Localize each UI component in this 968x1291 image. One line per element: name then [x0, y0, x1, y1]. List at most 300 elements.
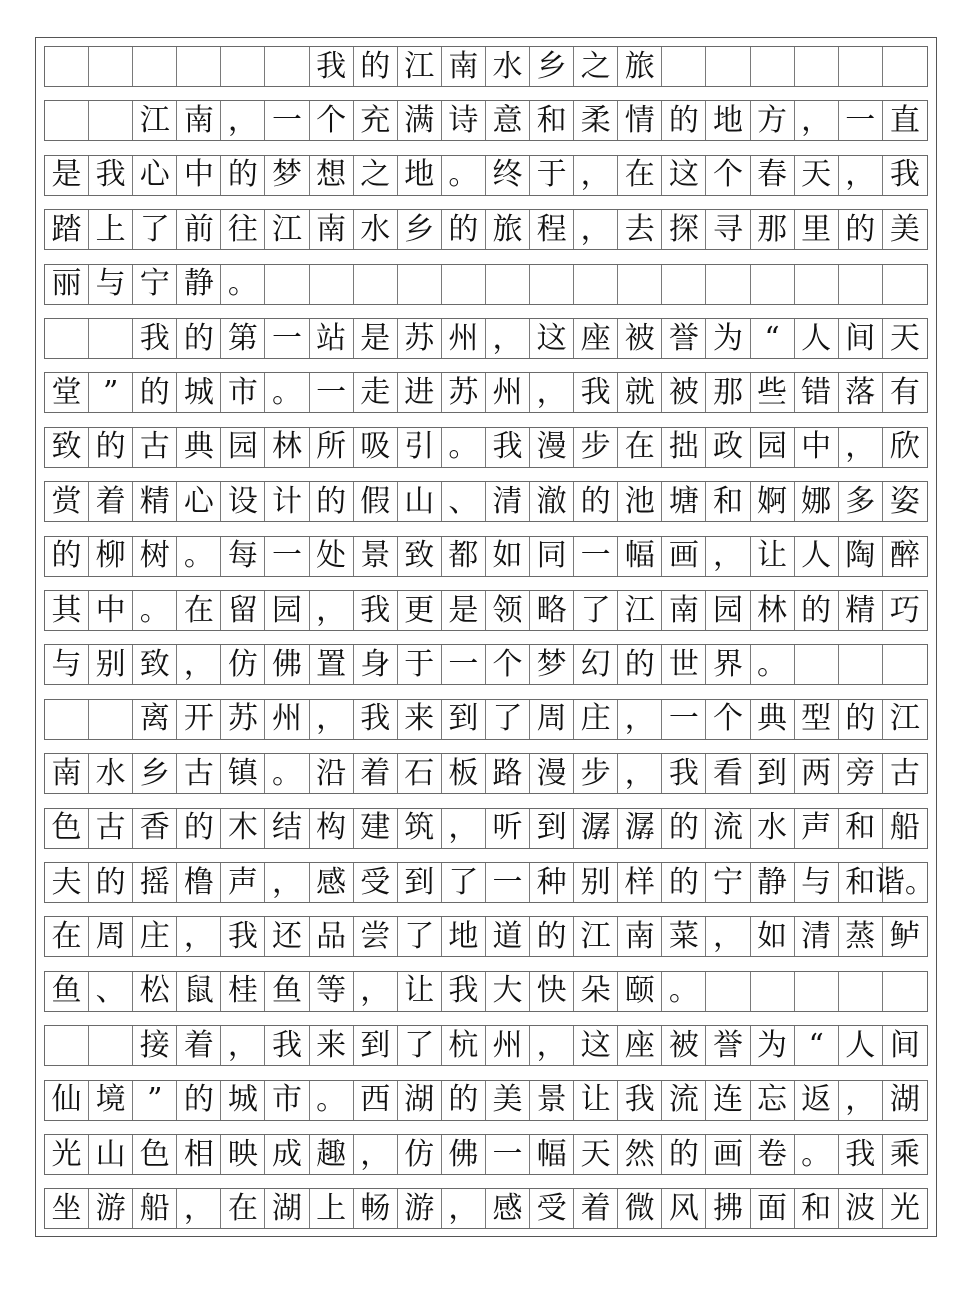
- grid-cell-character: 菜: [662, 917, 706, 956]
- grid-cell-empty: [795, 972, 839, 1011]
- grid-cell-character: ，: [221, 1026, 265, 1065]
- grid-cell-empty: [883, 645, 927, 684]
- grid-cell-character: 想: [310, 156, 354, 195]
- grid-cell-character: ”: [133, 1081, 177, 1120]
- grid-cell-character: “: [795, 1026, 839, 1065]
- grid-cell-character: 那: [751, 210, 795, 249]
- text-row: [44, 264, 928, 305]
- grid-cell-character: 幅: [530, 1135, 574, 1174]
- grid-cell-character: 乡: [530, 47, 574, 86]
- grid-cell-character: ，: [574, 210, 618, 249]
- grid-cell-character: 我: [442, 972, 486, 1011]
- grid-cell-empty: [486, 265, 530, 304]
- grid-cell-character: 这: [574, 1026, 618, 1065]
- grid-cell-character: 。: [265, 373, 309, 412]
- grid-cell-character: 波: [839, 1189, 883, 1228]
- grid-cell-character: ，: [354, 972, 398, 1011]
- grid-cell-character: 的: [662, 1135, 706, 1174]
- grid-cell-character: ，: [221, 101, 265, 140]
- grid-cell-character: 园: [706, 591, 750, 630]
- grid-cell-character: 里: [795, 210, 839, 249]
- grid-cell-character: 板: [442, 754, 486, 793]
- grid-cell-character: ，: [618, 700, 662, 739]
- grid-cell-character: 南: [45, 754, 89, 793]
- grid-cell-character: 游: [398, 1189, 442, 1228]
- grid-cell-character: 让: [751, 537, 795, 576]
- grid-cell-character: 的: [133, 373, 177, 412]
- grid-cell-character: 趣: [310, 1135, 354, 1174]
- grid-cell-character: 筑: [398, 809, 442, 848]
- grid-cell-character: 引: [398, 428, 442, 467]
- grid-cell-character: 人: [795, 537, 839, 576]
- grid-cell-character: 摇: [133, 863, 177, 902]
- grid-cell-character: ，: [177, 645, 221, 684]
- grid-cell-character: 充: [354, 101, 398, 140]
- grid-cell-character: 江: [398, 47, 442, 86]
- grid-cell-character: 赏: [45, 482, 89, 521]
- grid-cell-character: 心: [133, 156, 177, 195]
- grid-cell-character: 还: [265, 917, 309, 956]
- grid-cell-character: 一: [574, 537, 618, 576]
- text-row: [44, 590, 928, 631]
- text-row: [44, 372, 928, 413]
- grid-cell-character: 湖: [265, 1189, 309, 1228]
- grid-cell-character: 成: [265, 1135, 309, 1174]
- grid-cell-character: 着: [574, 1189, 618, 1228]
- grid-cell-character: 丽: [45, 265, 89, 304]
- grid-cell-character: 个: [706, 700, 750, 739]
- grid-cell-character: ，: [442, 809, 486, 848]
- grid-cell-character: 乡: [398, 210, 442, 249]
- grid-cell-empty: [662, 47, 706, 86]
- grid-cell-character: 。: [265, 754, 309, 793]
- grid-cell-character: 我: [133, 319, 177, 358]
- grid-cell-character: 。: [310, 1081, 354, 1120]
- grid-cell-character: 致: [398, 537, 442, 576]
- grid-cell-character: 于: [398, 645, 442, 684]
- grid-cell-empty: [89, 700, 133, 739]
- grid-cell-character: 了: [398, 1026, 442, 1065]
- grid-cell-character: 为: [706, 319, 750, 358]
- grid-cell-character: 中: [89, 591, 133, 630]
- grid-cell-character: 南: [310, 210, 354, 249]
- grid-cell-character: 别: [574, 863, 618, 902]
- grid-cell-character: 中: [177, 156, 221, 195]
- grid-cell-character: 地: [706, 101, 750, 140]
- grid-cell-character: 流: [706, 809, 750, 848]
- grid-cell-character: 苏: [442, 373, 486, 412]
- grid-cell-character: 到: [751, 754, 795, 793]
- grid-cell-character: 感: [310, 863, 354, 902]
- grid-cell-character: 第: [221, 319, 265, 358]
- grid-cell-character: 娜: [795, 482, 839, 521]
- grid-cell-character: 的: [662, 809, 706, 848]
- grid-cell-character: 的: [89, 863, 133, 902]
- grid-cell-character: 路: [486, 754, 530, 793]
- grid-cell-character: 之: [574, 47, 618, 86]
- grid-cell-character: 如: [486, 537, 530, 576]
- grid-cell-character: 鼠: [177, 972, 221, 1011]
- text-row: [44, 100, 928, 141]
- grid-cell-character: 尝: [354, 917, 398, 956]
- grid-cell-empty: [221, 47, 265, 86]
- grid-cell-character: 静: [751, 863, 795, 902]
- grid-cell-character: 景: [530, 1081, 574, 1120]
- grid-cell-character: 在: [177, 591, 221, 630]
- grid-cell-character: 松: [133, 972, 177, 1011]
- grid-cell-empty: [89, 1026, 133, 1065]
- grid-cell-character: 中: [795, 428, 839, 467]
- grid-cell-character: 水: [354, 210, 398, 249]
- grid-cell-character: 我: [221, 917, 265, 956]
- grid-cell-character: 地: [398, 156, 442, 195]
- grid-cell-character: 山: [89, 1135, 133, 1174]
- grid-cell-character: 个: [706, 156, 750, 195]
- grid-cell-character: 江: [889, 701, 920, 737]
- grid-cell-character: 、: [442, 482, 486, 521]
- grid-cell-character: 西: [354, 1081, 398, 1120]
- text-row: [44, 209, 928, 250]
- grid-cell-character: ，: [618, 754, 662, 793]
- grid-cell-character: 典: [177, 428, 221, 467]
- grid-cell-character: 佛: [442, 1135, 486, 1174]
- grid-cell-character: 个: [310, 101, 354, 140]
- grid-cell-character: 让: [574, 1081, 618, 1120]
- grid-cell-character: 我: [354, 700, 398, 739]
- grid-cell-character: 镇: [221, 754, 265, 793]
- grid-cell-character: 陶: [839, 537, 883, 576]
- grid-cell-character: 我: [839, 1135, 883, 1174]
- grid-cell-character: 看: [706, 754, 750, 793]
- grid-cell-character: 的: [795, 591, 839, 630]
- grid-cell-character: 假: [354, 482, 398, 521]
- grid-cell-character: 连: [706, 1081, 750, 1120]
- grid-cell-character: 市: [265, 1081, 309, 1120]
- grid-cell-character: 更: [398, 591, 442, 630]
- grid-cell-character: 姿: [889, 483, 920, 519]
- grid-cell-character: 被: [662, 373, 706, 412]
- text-row: [44, 971, 928, 1012]
- grid-cell-character: 画: [662, 537, 706, 576]
- grid-cell-character: 等: [310, 972, 354, 1011]
- grid-cell-character: 鲈: [889, 918, 920, 954]
- grid-cell-character: 宁: [133, 265, 177, 304]
- grid-cell-character: 往: [221, 210, 265, 249]
- grid-cell-character: 幅: [618, 537, 662, 576]
- grid-cell-character: ，: [530, 373, 574, 412]
- grid-cell-character: 了: [398, 917, 442, 956]
- grid-cell-character: 进: [398, 373, 442, 412]
- grid-cell-character: 春: [751, 156, 795, 195]
- grid-cell-character: 古: [89, 809, 133, 848]
- grid-cell-character: 我: [574, 373, 618, 412]
- text-row: [44, 862, 935, 903]
- grid-cell-character: 的: [530, 917, 574, 956]
- grid-cell-character: 美: [889, 211, 920, 247]
- grid-cell-character: 两: [795, 754, 839, 793]
- grid-cell-character: 的: [45, 537, 89, 576]
- grid-cell-empty: [45, 319, 89, 358]
- grid-cell-character: 佛: [265, 645, 309, 684]
- grid-cell-character: ，: [310, 700, 354, 739]
- grid-cell-character: 站: [310, 319, 354, 358]
- grid-cell-empty: [442, 265, 486, 304]
- grid-cell-character: 的: [310, 482, 354, 521]
- grid-cell-character: 苏: [221, 700, 265, 739]
- grid-cell-empty: [265, 47, 309, 86]
- grid-cell-character: 受: [530, 1189, 574, 1228]
- grid-cell-character: 宁: [706, 863, 750, 902]
- grid-cell-character: 一: [486, 1135, 530, 1174]
- grid-cell-character: 间: [839, 319, 883, 358]
- grid-cell-empty: [839, 972, 883, 1011]
- grid-cell-character: 踏: [45, 210, 89, 249]
- grid-cell-character: 人: [839, 1026, 883, 1065]
- grid-cell-character: 幻: [574, 645, 618, 684]
- grid-cell-character: 如: [751, 917, 795, 956]
- grid-cell-character: 致: [45, 428, 89, 467]
- grid-cell-character: 些: [751, 373, 795, 412]
- grid-cell-character: 的: [662, 863, 706, 902]
- grid-cell-character: 水: [89, 754, 133, 793]
- grid-cell-character: 一: [265, 101, 309, 140]
- grid-cell-empty: [618, 265, 662, 304]
- grid-cell-character: 乡: [133, 754, 177, 793]
- grid-cell-character: 的: [839, 210, 883, 249]
- grid-cell-character: 在: [618, 428, 662, 467]
- grid-cell-character: 园: [265, 591, 309, 630]
- text-row: [44, 318, 928, 359]
- grid-cell-character: 诗: [442, 101, 486, 140]
- grid-cell-character: 江: [265, 210, 309, 249]
- grid-cell-character: 错: [795, 373, 839, 412]
- grid-cell-character: 上: [89, 210, 133, 249]
- text-row: [44, 1080, 928, 1121]
- grid-cell-empty: [310, 265, 354, 304]
- grid-cell-empty: [795, 645, 839, 684]
- grid-cell-character: 和: [839, 809, 883, 848]
- grid-cell-character: 水: [486, 47, 530, 86]
- grid-cell-character: 湖: [398, 1081, 442, 1120]
- grid-cell-character: ，: [354, 1135, 398, 1174]
- grid-cell-character: 周: [530, 700, 574, 739]
- grid-cell-character: 我: [89, 156, 133, 195]
- grid-cell-character: 映: [221, 1135, 265, 1174]
- grid-cell-character: 一: [310, 373, 354, 412]
- grid-cell-character: 州: [265, 700, 309, 739]
- grid-cell-character: 为: [751, 1026, 795, 1065]
- grid-cell-character: 清: [795, 917, 839, 956]
- grid-cell-character: 其: [45, 591, 89, 630]
- text-row: [44, 481, 928, 522]
- grid-cell-character: 着: [89, 482, 133, 521]
- grid-cell-character: 拂: [706, 1189, 750, 1228]
- grid-cell-character: 快: [530, 972, 574, 1011]
- grid-cell-empty: [706, 47, 750, 86]
- grid-cell-character: 婀: [751, 482, 795, 521]
- grid-cell-character: 意: [486, 101, 530, 140]
- grid-cell-empty: [45, 47, 89, 86]
- grid-cell-character: 忘: [751, 1081, 795, 1120]
- grid-cell-character: 是: [354, 319, 398, 358]
- grid-cell-character: 一: [486, 863, 530, 902]
- grid-cell-character: 城: [221, 1081, 265, 1120]
- grid-cell-character: 来: [398, 700, 442, 739]
- grid-cell-character: 湖: [889, 1082, 920, 1118]
- grid-cell-character: 和: [706, 482, 750, 521]
- grid-cell-character: 典: [751, 700, 795, 739]
- grid-cell-character: 南: [618, 917, 662, 956]
- grid-cell-character: 的: [177, 1081, 221, 1120]
- grid-cell-empty: [45, 700, 89, 739]
- grid-cell-character: 巧: [889, 592, 920, 628]
- grid-cell-character: 开: [177, 700, 221, 739]
- text-row: [44, 699, 928, 740]
- grid-cell-character: 品: [310, 917, 354, 956]
- grid-cell-character: 我: [889, 157, 920, 193]
- grid-cell-character: 畅: [354, 1189, 398, 1228]
- grid-cell-character: 略: [530, 591, 574, 630]
- grid-cell-empty: [45, 1026, 89, 1065]
- grid-cell-character: 一: [265, 537, 309, 576]
- grid-cell-character: 构: [310, 809, 354, 848]
- grid-cell-character: 州: [486, 1026, 530, 1065]
- grid-cell-character: 旅: [486, 210, 530, 249]
- grid-cell-character: 、: [89, 972, 133, 1011]
- grid-cell-character: 的: [442, 210, 486, 249]
- grid-cell-character: 仿: [398, 1135, 442, 1174]
- grid-cell-character: 个: [486, 645, 530, 684]
- grid-cell-character: 风: [662, 1189, 706, 1228]
- grid-cell-empty: [839, 645, 883, 684]
- text-row: [44, 1025, 928, 1066]
- grid-cell-character: 。: [795, 1135, 839, 1174]
- grid-cell-character: 程: [530, 210, 574, 249]
- grid-cell-character: 步: [574, 754, 618, 793]
- grid-cell-character: 的: [839, 700, 883, 739]
- grid-cell-character: 拙: [662, 428, 706, 467]
- grid-cell-character: 每: [221, 537, 265, 576]
- grid-cell-character: 。: [442, 428, 486, 467]
- grid-cell-character: 水: [751, 809, 795, 848]
- grid-cell-character: 身: [354, 645, 398, 684]
- grid-cell-character: 心: [177, 482, 221, 521]
- grid-cell-character: 同: [530, 537, 574, 576]
- grid-cell-character: 留: [221, 591, 265, 630]
- grid-cell-character: ，: [442, 1189, 486, 1228]
- grid-cell-character: 处: [310, 537, 354, 576]
- grid-cell-character: 了: [442, 863, 486, 902]
- grid-cell-character: 潺: [618, 809, 662, 848]
- text-row: [44, 1134, 928, 1175]
- grid-cell-character: 庄: [133, 917, 177, 956]
- grid-cell-character: 州: [486, 373, 530, 412]
- text-row: [44, 155, 928, 196]
- grid-cell-empty: [751, 47, 795, 86]
- grid-cell-character: ”: [89, 373, 133, 412]
- grid-cell-character: 受: [354, 863, 398, 902]
- grid-cell-character: 相: [177, 1135, 221, 1174]
- grid-cell-character: 柔: [574, 101, 618, 140]
- grid-cell-character: ，: [839, 428, 883, 467]
- grid-cell-character: 苏: [398, 319, 442, 358]
- grid-cell-character: 朵: [574, 972, 618, 1011]
- grid-cell-character: 与: [795, 863, 839, 902]
- grid-cell-character: 结: [265, 809, 309, 848]
- grid-cell-character: 所: [310, 428, 354, 467]
- grid-cell-character: 接: [133, 1026, 177, 1065]
- grid-cell-character: 流: [662, 1081, 706, 1120]
- grid-cell-character: 醉: [889, 538, 920, 574]
- grid-cell-character: 仙: [45, 1081, 89, 1120]
- text-row: [44, 644, 928, 685]
- grid-cell-character: 颐: [618, 972, 662, 1011]
- grid-cell-empty: [751, 265, 795, 304]
- grid-cell-character: 誉: [662, 319, 706, 358]
- grid-cell-character: 多: [839, 482, 883, 521]
- grid-cell-character: 的: [442, 1081, 486, 1120]
- grid-cell-character: 间: [889, 1027, 920, 1063]
- grid-cell-character: 木: [221, 809, 265, 848]
- grid-cell-character: 一: [265, 319, 309, 358]
- grid-cell-character: 寻: [706, 210, 750, 249]
- grid-cell-empty: [795, 265, 839, 304]
- grid-cell-character: 致: [133, 645, 177, 684]
- grid-cell-empty: [89, 101, 133, 140]
- grid-cell-character: 梦: [265, 156, 309, 195]
- grid-cell-character: 我: [662, 754, 706, 793]
- grid-cell-character: ，: [839, 156, 883, 195]
- grid-cell-character: 面: [751, 1189, 795, 1228]
- grid-cell-character: 漫: [530, 754, 574, 793]
- grid-cell-empty: [795, 47, 839, 86]
- grid-cell-character: 与: [45, 645, 89, 684]
- grid-cell-character: 精: [133, 482, 177, 521]
- grid-cell-empty: [45, 101, 89, 140]
- grid-cell-character: 界: [706, 645, 750, 684]
- grid-cell-character: 我: [354, 591, 398, 630]
- grid-cell-character: 光: [45, 1135, 89, 1174]
- grid-cell-character: 世: [662, 645, 706, 684]
- grid-cell-character: 吸: [354, 428, 398, 467]
- grid-cell-character: 方: [751, 101, 795, 140]
- grid-cell-character: 南: [662, 591, 706, 630]
- grid-cell-character: 着: [354, 754, 398, 793]
- grid-cell-character: 江: [618, 591, 662, 630]
- grid-cell-character: 在: [618, 156, 662, 195]
- grid-cell-character: 。: [662, 972, 706, 1011]
- grid-cell-character: ，: [706, 917, 750, 956]
- grid-cell-character: ，: [574, 156, 618, 195]
- grid-cell-character: 卷: [751, 1135, 795, 1174]
- text-row: [44, 1188, 928, 1229]
- grid-cell-character: 江: [574, 917, 618, 956]
- grid-cell-character: 。: [442, 156, 486, 195]
- grid-cell-empty: [883, 972, 927, 1011]
- grid-cell-character: 去: [618, 210, 662, 249]
- grid-cell-character: 清: [486, 482, 530, 521]
- grid-cell-character: 种: [530, 863, 574, 902]
- grid-cell-character: 我: [486, 428, 530, 467]
- grid-cell-character: 直: [889, 102, 920, 138]
- grid-cell-character: 潺: [574, 809, 618, 848]
- grid-cell-character: 美: [486, 1081, 530, 1120]
- grid-cell-character: 的: [574, 482, 618, 521]
- grid-cell-character: 一: [442, 645, 486, 684]
- grid-cell-character: 林: [751, 591, 795, 630]
- grid-cell-character: 鱼: [45, 972, 89, 1011]
- grid-cell-empty: [574, 265, 618, 304]
